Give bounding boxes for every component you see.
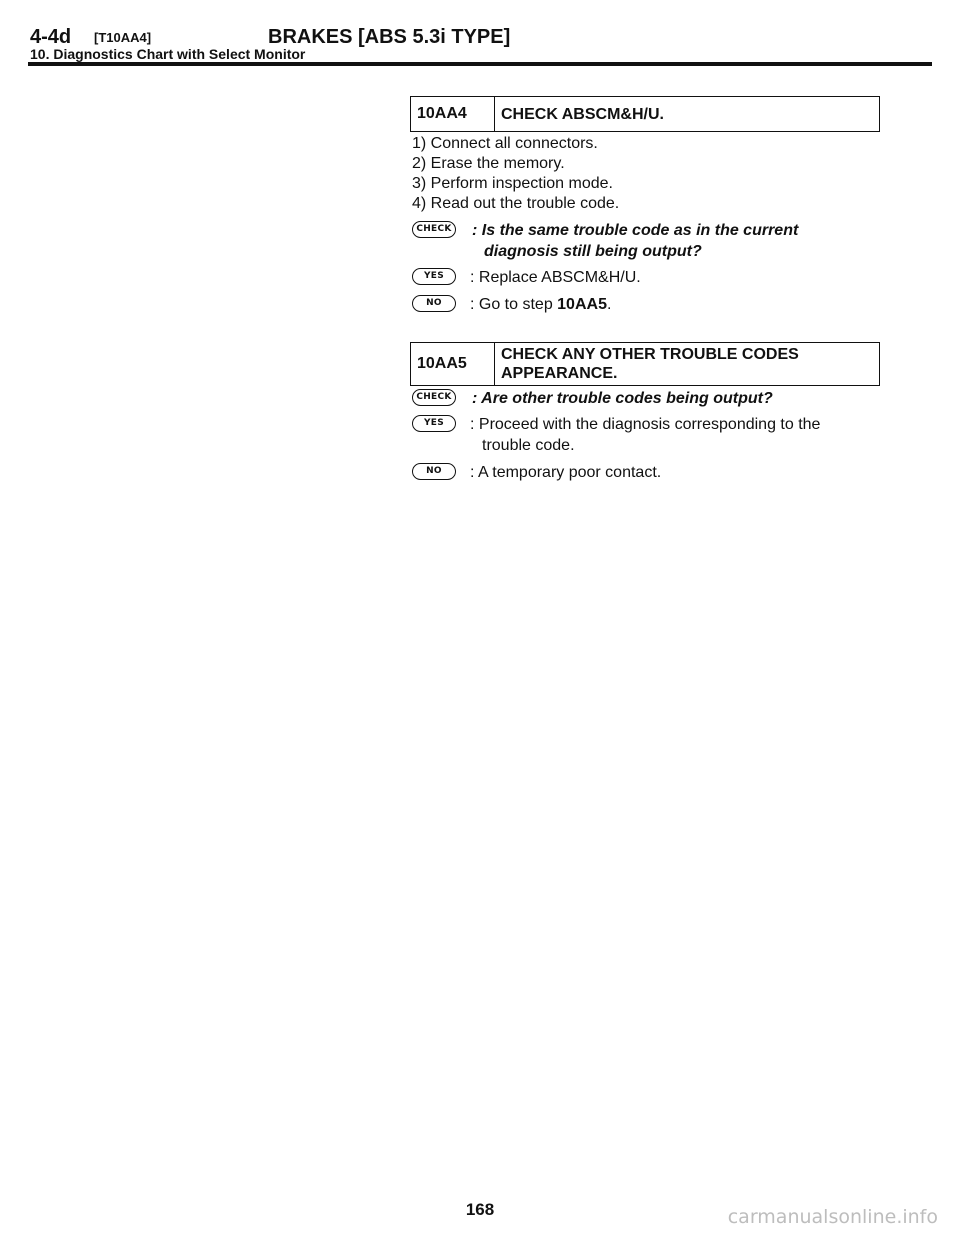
no-row [412,294,882,316]
no-icon: NO [412,295,456,312]
check-question: : Are other trouble codes being output? [472,390,773,407]
no-action-suffix: . [606,296,612,313]
procedure-item: 1) Connect all connectors. [412,135,598,152]
step-title-line: CHECK ANY OTHER TROUBLE CODES [501,346,799,363]
check-icon: CHECK [412,221,456,238]
header-rule [28,62,932,66]
yes-row [412,267,882,289]
yes-action-line: : Proceed with the diagnosis corresponding to the [470,416,821,433]
page-subtitle: 10. Diagnostics Chart with Select Monitor [30,46,306,62]
no-action [470,294,882,315]
yes-action-line: trouble code. [482,437,575,454]
step-title: CHECK ABSCM&H/U. [501,105,664,123]
step-box-10aa4 [410,96,880,132]
procedure-list [412,134,619,214]
check-question-line: : Is the same trouble code as in the current [472,222,799,239]
step-title [495,343,879,385]
check-row [412,388,882,410]
check-row [412,220,882,264]
check-question-line: diagnosis still being output? [484,243,702,260]
section-code: [T10AA4] [94,30,152,45]
page-header [30,26,932,62]
step-id: 10AA5 [411,343,495,385]
step-id: 10AA4 [411,97,495,131]
section-number: 4-4d [30,26,72,48]
step-box-10aa5 [410,342,880,386]
header-line [30,26,932,48]
procedure-item: 3) Perform inspection mode. [412,175,613,192]
yes-icon: YES [412,268,456,285]
procedure-item: 2) Erase the memory. [412,155,565,172]
page-number: 168 [465,1200,495,1219]
no-action-text: : Go to step [470,296,558,313]
no-action: : A temporary poor contact. [470,464,662,481]
watermark: carmanualsonline.info [727,1206,938,1228]
step-title-line: APPEARANCE. [501,365,618,382]
procedure-item: 4) Read out the trouble code. [412,195,620,212]
yes-action [470,414,882,456]
page-title: BRAKES [ABS 5.3i TYPE] [268,26,511,48]
no-icon: NO [412,463,456,480]
check-question [472,220,882,262]
yes-row [412,414,882,458]
yes-icon: YES [412,415,456,432]
no-row [412,462,882,484]
no-action-step-link: 10AA5 [557,296,607,313]
yes-action: : Replace ABSCM&H/U. [470,269,641,286]
check-icon: CHECK [412,389,456,406]
